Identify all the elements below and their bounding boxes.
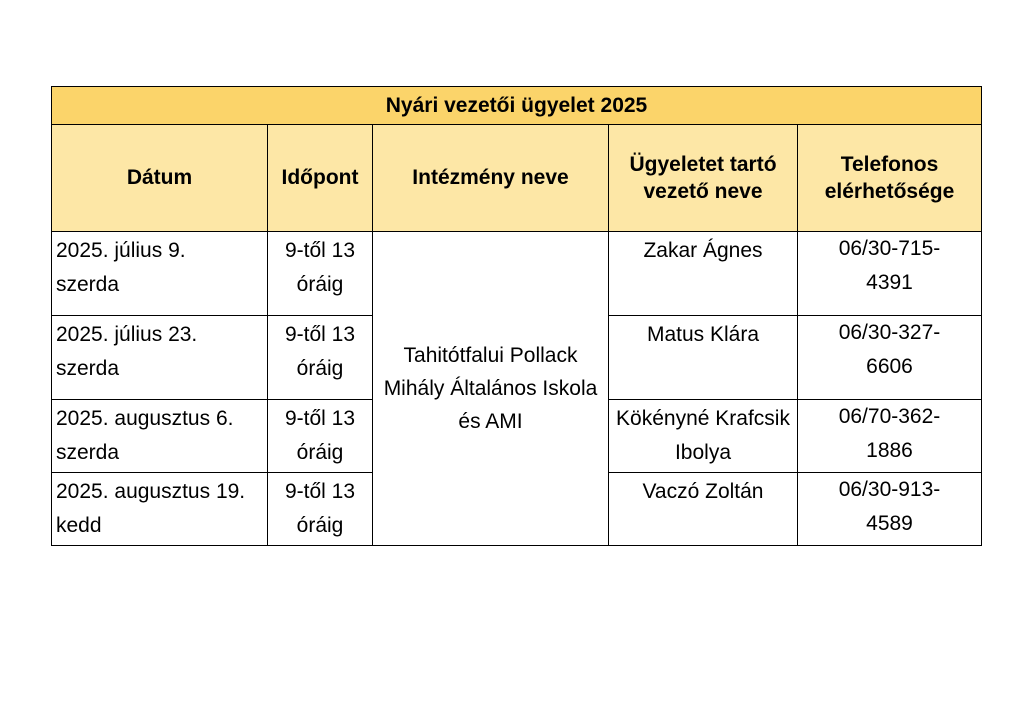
header-date: Dátum <box>52 125 268 232</box>
time-cell: 9-től 13 óráig <box>268 473 373 546</box>
header-time: Időpont <box>268 125 373 232</box>
phone-cell: 06/30-913-4589 <box>798 473 982 546</box>
table-row <box>52 232 982 316</box>
date-cell: 2025. augusztus 6. szerda <box>52 400 268 473</box>
institution-cell: Tahitótfalui Pollack Mihály Általános Iskola és AMI <box>373 232 609 546</box>
leader-cell: Zakar Ágnes <box>609 232 798 316</box>
date-cell: 2025. július 9. szerda <box>52 232 268 316</box>
header-row <box>52 125 982 232</box>
phone-cell: 06/70-362-1886 <box>798 400 982 473</box>
time-cell: 9-től 13 óráig <box>268 316 373 400</box>
leader-cell: Kökényné Krafcsik Ibolya <box>609 400 798 473</box>
header-leader: Ügyeletet tartó vezető neve <box>609 125 798 232</box>
duty-schedule-table <box>51 86 982 546</box>
table-title: Nyári vezetői ügyelet 2025 <box>52 87 982 125</box>
phone-cell: 06/30-715-4391 <box>798 232 982 316</box>
title-row <box>52 87 982 125</box>
time-cell: 9-től 13 óráig <box>268 232 373 316</box>
leader-cell: Vaczó Zoltán <box>609 473 798 546</box>
header-institution: Intézmény neve <box>373 125 609 232</box>
phone-cell: 06/30-327-6606 <box>798 316 982 400</box>
header-phone: Telefonos elérhetősége <box>798 125 982 232</box>
leader-cell: Matus Klára <box>609 316 798 400</box>
date-cell: 2025. augusztus 19. kedd <box>52 473 268 546</box>
time-cell: 9-től 13 óráig <box>268 400 373 473</box>
date-cell: 2025. július 23. szerda <box>52 316 268 400</box>
